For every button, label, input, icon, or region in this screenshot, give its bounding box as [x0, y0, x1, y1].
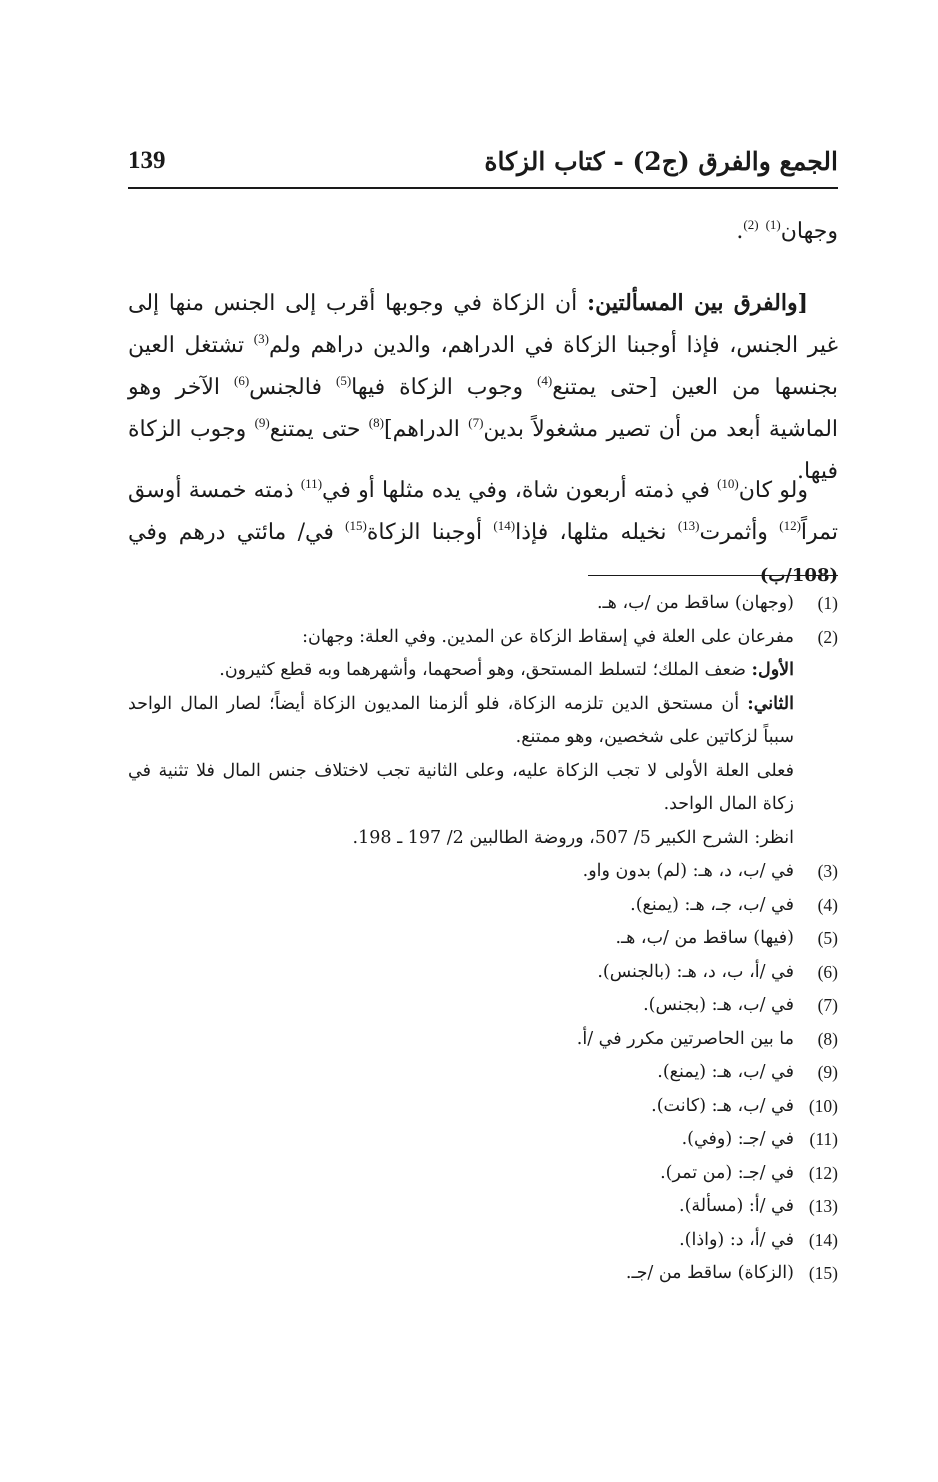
paragraph-difference [128, 282, 838, 493]
footnote-ref-10[interactable]: (10) [717, 476, 739, 491]
continuation-word: وجهان [780, 219, 838, 244]
footnote-text: في /ب، جـ، هـ: (يمنع). [630, 894, 794, 915]
footnote-number: (13) [808, 1196, 838, 1216]
line-end-dot: . [736, 219, 744, 244]
footnote-number: (7) [817, 995, 838, 1015]
text-run: وجوب الزكاة فيها [351, 375, 538, 400]
text-run: ولو كان [738, 478, 808, 503]
text-run: الآخر وهو الماشية أبعد من أن تصير مشغولاً بدين [128, 375, 839, 442]
manuscript-folio-marker: (108/ب) [759, 565, 838, 586]
footnote-number: (9) [817, 1062, 838, 1082]
footnote-6 [128, 956, 838, 990]
footnote-number: (5) [817, 928, 838, 948]
text-run: وجوب الزكاة فيها. [128, 417, 838, 484]
text-run: أوجبنا الزكاة [366, 520, 494, 545]
footnote-10 [128, 1090, 838, 1124]
footnote-1 [128, 587, 838, 621]
footnote-line [128, 654, 794, 688]
footnote-number: (1) [817, 593, 838, 613]
footnote-ref-3[interactable]: (3) [253, 331, 269, 346]
footnote-text: في /ب، د، هـ: (لم) بدون واو. [582, 861, 794, 881]
footnote-text: في /ب، هـ: (يمنع). [657, 1062, 794, 1082]
footnote-3 [128, 855, 838, 889]
footnote-ref-11[interactable]: (11) [300, 476, 323, 491]
footnote-ref-9[interactable]: (9) [254, 415, 270, 430]
footnote-text: (الزكاة) ساقط من /جـ. [625, 1263, 794, 1283]
footnote-12 [128, 1157, 838, 1191]
footnote-text: في /جـ: (وفي). [681, 1129, 794, 1149]
footnote-number: (4) [817, 894, 838, 915]
paragraph-example [128, 470, 838, 597]
text-run: نخيله مثلها، فإذا [515, 520, 678, 545]
footnote-number: (3) [817, 861, 838, 881]
footnote-text: (وجهان) ساقط من /ب، هـ. [596, 593, 794, 613]
text-run: حتى يمتنع [269, 417, 369, 442]
first-view-text: ضعف الملك؛ لتسلط المستحق، وهو أصحهما، وأشهرهما وبه قطع كثيرون. [219, 660, 752, 680]
running-header [128, 143, 838, 189]
footnote-4 [128, 889, 838, 923]
footnote-ref-14[interactable]: (14) [493, 518, 516, 533]
bold-lead-in: [والفرق بين المسألتين: [586, 290, 808, 316]
text-run: في ذمته أربعون شاة، وفي يده مثلها أو في [322, 478, 718, 503]
footnote-ref-12[interactable]: (12) [779, 518, 801, 533]
footnote-ref-1[interactable]: (1) [765, 217, 781, 232]
footnote-ref-8[interactable]: (8) [368, 415, 384, 430]
footnote-text: في /ب، هـ: (بجنس). [643, 995, 794, 1015]
footnote-number: (2) [817, 626, 838, 647]
header-title: الجمع والفرق (ج2) - كتاب الزكاة [484, 147, 838, 176]
footnote-separator [588, 575, 838, 576]
footnote-number: (6) [817, 961, 838, 982]
footnote-line: فعلى العلة الأولى لا تجب الزكاة عليه، وعلى الثانية تجب لاختلاف جنس المال فلا تثنية في زكاة المال الواحد. [128, 760, 794, 814]
footnote-8 [128, 1023, 838, 1057]
page-number: 139 [128, 147, 166, 174]
footnote-ref-5[interactable]: (5) [335, 373, 352, 388]
second-view-label: الثاني: [747, 693, 794, 714]
footnote-number: (15) [808, 1263, 838, 1283]
footnote-ref-7[interactable]: (7) [468, 415, 484, 430]
text-run: الدراهم] [383, 417, 469, 442]
text-run: في/ مائتي درهم وفي [128, 520, 346, 545]
footnote-11 [128, 1123, 838, 1157]
footnote-text: في /أ، د: (واذا). [679, 1229, 794, 1250]
footnote-line [128, 688, 794, 755]
footnote-9 [128, 1056, 838, 1090]
footnote-ref-6[interactable]: (6) [233, 373, 250, 388]
footnote-line: مفرعان على العلة في إسقاط الزكاة عن المدين. وفي العلة: وجهان: [302, 626, 794, 647]
continuation-line [128, 212, 838, 252]
footnote-text: في /جـ: (من تمر). [660, 1162, 794, 1183]
footnote-number: (10) [808, 1095, 838, 1116]
footnote-number: (14) [808, 1229, 838, 1250]
footnote-15 [128, 1257, 838, 1291]
footnote-reference: انظر: الشرح الكبير 5/ 507، وروضة الطالبين 2/ 197 ـ 198. [352, 827, 794, 848]
footnote-text: في /ب، هـ: (كانت). [651, 1095, 794, 1116]
footnote-number: (8) [817, 1028, 838, 1049]
footnote-text [128, 621, 794, 856]
footnote-ref-4[interactable]: (4) [537, 373, 553, 388]
footnote-13 [128, 1190, 838, 1224]
footnote-text: ما بين الحاصرتين مكرر في /أ. [576, 1028, 794, 1049]
footnote-14 [128, 1224, 838, 1258]
text-run: وأثمرت [699, 520, 780, 545]
text-run: ذمته خمسة أوسق تمراً [128, 478, 839, 545]
footnote-ref-15[interactable]: (15) [345, 518, 367, 533]
text-run: تشتغل العين بجنسها من العين [حتى يمتنع [128, 333, 838, 400]
footnote-number: (11) [809, 1129, 838, 1149]
footnote-text: في /أ، ب، د، هـ: (بالجنس). [597, 961, 794, 982]
footnote-ref-13[interactable]: (13) [677, 518, 700, 533]
footnote-5 [128, 922, 838, 956]
second-view-text: أن مستحق الدين تلزمه الزكاة، فلو ألزمنا المديون الزكاة أيضاً؛ لصار المال الواحد سبباً لزكاتين على شخصين، وهو ممتنع. [128, 693, 794, 747]
text-run: فالجنس [249, 375, 336, 400]
footnote-text: في /أ: (مسألة). [679, 1196, 794, 1216]
footnote-text: (فيها) ساقط من /ب، هـ. [615, 928, 794, 948]
footnotes-section [128, 587, 838, 1291]
first-view-label: الأول: [751, 660, 794, 680]
footnote-number: (12) [808, 1162, 838, 1183]
footnote-2 [128, 621, 838, 856]
text-run: أن الزكاة في وجوبها أقرب إلى الجنس منها إلى غير الجنس، فإذا أوجبنا الزكاة في الدراهم، والدين دراهم ولم [128, 291, 838, 358]
footnote-ref-2[interactable]: (2) [743, 217, 759, 232]
footnote-7 [128, 989, 838, 1023]
